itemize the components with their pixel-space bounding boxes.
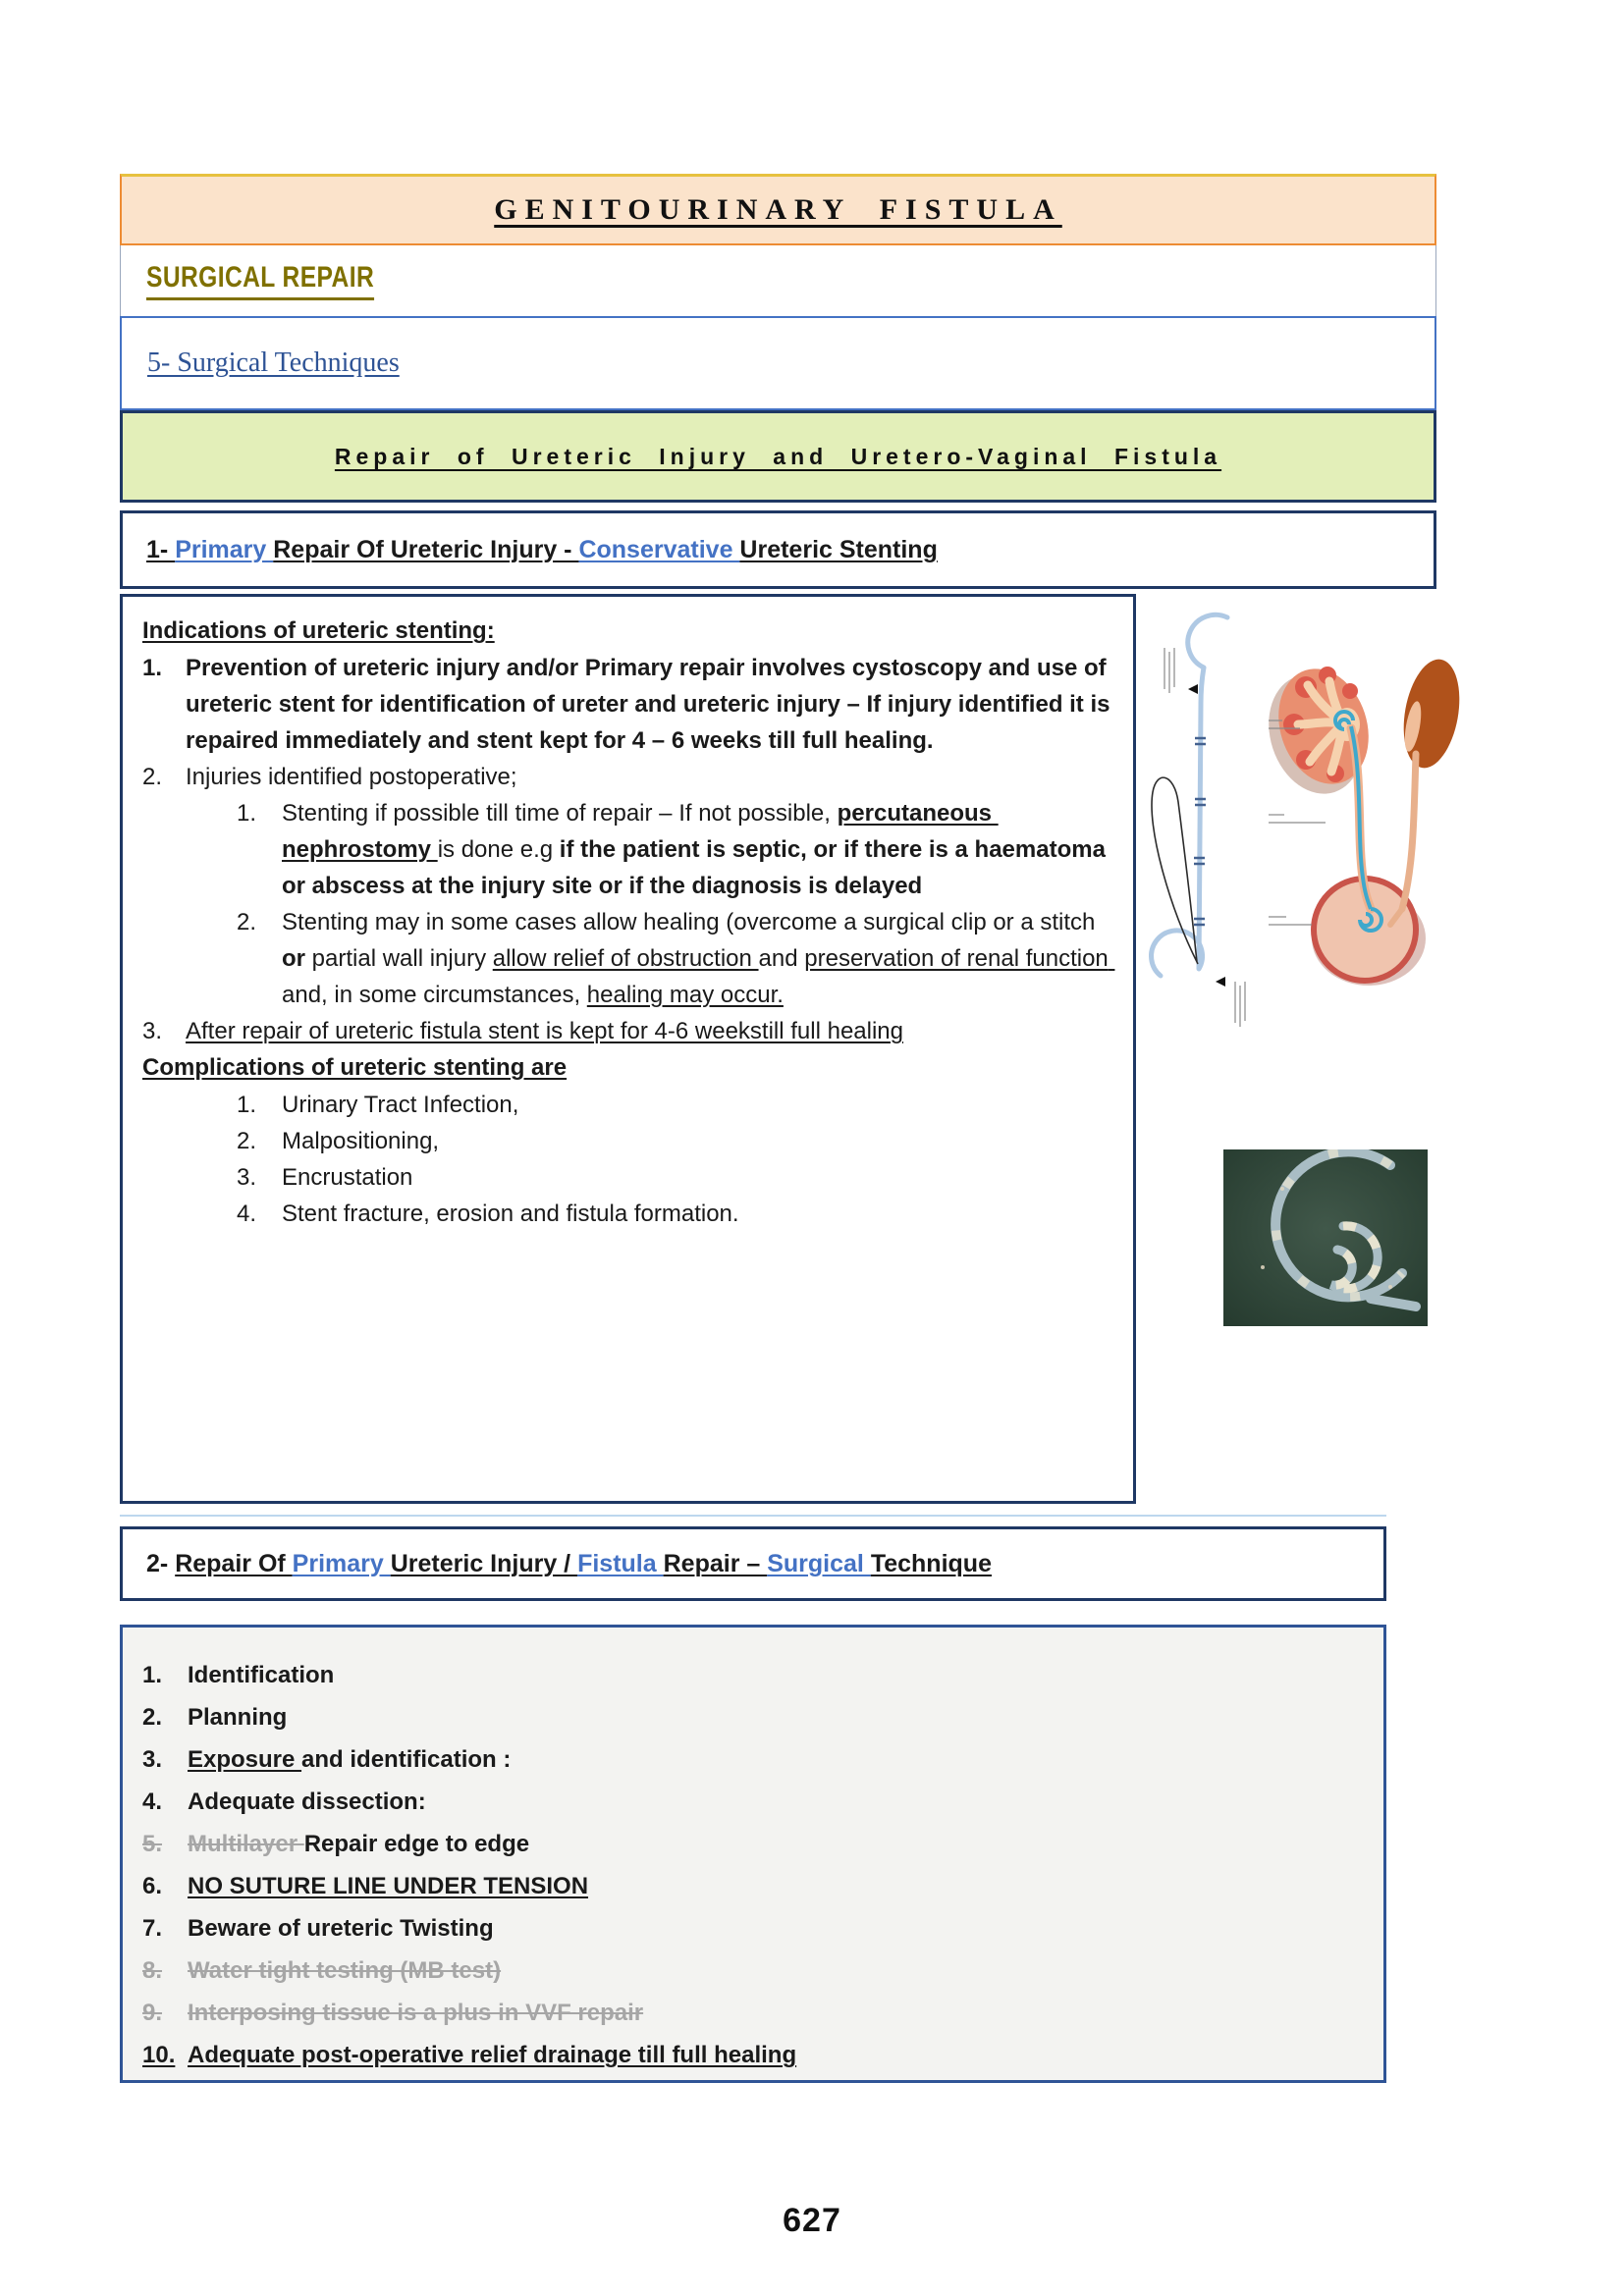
text-run: Surgical (767, 1549, 871, 1577)
encrusted-ureteric-stent-photo (1223, 1149, 1428, 1326)
list-item (237, 904, 1113, 1013)
list-item-text (282, 1159, 1113, 1196)
text-run: and (758, 945, 805, 972)
text-run: Repair edge to edge (303, 1831, 530, 1857)
list-item (142, 1912, 1364, 1946)
list-item (142, 1954, 1364, 1988)
list-item-number: 6. (142, 1873, 163, 1899)
text-run: Prevention of ureteric injury and/or Primary repair involves cystoscopy and use of ureteric stent for identification of ureter and ureteric injury – If injury identified it is repaired immediately and stent kept for 4 – 6 weeks till full healing. (186, 655, 1117, 754)
list-item (237, 1196, 1113, 1232)
technique-steps-list (142, 1659, 1364, 2072)
technique-steps-box (120, 1625, 1386, 2083)
list-item (142, 1828, 1364, 1861)
text-run: and, in some circumstances, (282, 982, 587, 1008)
text-run: Multilayer (188, 1831, 304, 1857)
list-item-text (186, 1013, 1113, 1049)
list-item (142, 2039, 1364, 2072)
heading-fistula-repair-technique (120, 1526, 1386, 1601)
list-item-text (188, 1997, 1364, 2030)
text-run: is done e.g (437, 836, 560, 863)
text-run: Stenting if possible till time of repair – If not possible, (282, 800, 838, 827)
text-run: preservation of renal function (804, 945, 1115, 972)
list-item-number: 1. (142, 655, 163, 681)
text-run: Fistula (577, 1549, 664, 1577)
text-run: or (282, 945, 305, 972)
list-item (142, 1659, 1364, 1692)
list-item-text (188, 1828, 1364, 1861)
list-item (142, 1013, 1113, 1049)
text-run: Beware of ureteric Twisting (188, 1915, 494, 1942)
page-title: GENITOURINARY FISTULA (494, 193, 1062, 226)
list-item (142, 650, 1117, 759)
list-item-text (188, 1912, 1364, 1946)
divider-line (120, 1515, 1386, 1517)
list-item-number: 8. (142, 1957, 163, 1984)
list-item (237, 1159, 1113, 1196)
text-run: Ureteric Stenting (739, 535, 938, 563)
kidney-ureter-bladder-stent-illustration (1267, 630, 1473, 986)
heading1-text (146, 536, 938, 564)
text-run: Stenting may in some cases allow healing (overcome a surgical clip or a stitch (282, 909, 1103, 935)
text-run: Primary (292, 1549, 391, 1577)
text-run: Technique (870, 1549, 992, 1577)
subsection-surgical-techniques (120, 316, 1436, 410)
list-item-number: 2. (142, 1704, 163, 1731)
title-banner (120, 174, 1436, 245)
text-run: 2- (146, 1549, 176, 1577)
text-run: NO SUTURE LINE UNDER TENSION (188, 1873, 589, 1899)
list-item-text (188, 1743, 1364, 1777)
heading-primary-repair (120, 510, 1436, 589)
text-run: Injuries identified postoperative; (186, 764, 517, 790)
list-item-number: 7. (142, 1915, 163, 1942)
list-item-number: 2. (237, 1128, 257, 1154)
list-item-text (188, 1786, 1364, 1819)
list-item-text (188, 1701, 1364, 1735)
double-j-stent-diagram (1139, 591, 1276, 1060)
list-item-text (188, 1954, 1364, 1988)
list-item-text (282, 1123, 1113, 1159)
text-run: After repair of ureteric fistula stent is kept for 4-6 weekstill full healing (186, 1018, 903, 1044)
heading2-text (146, 1550, 992, 1578)
list-item-text (188, 1659, 1364, 1692)
page-number: 627 (783, 2202, 841, 2239)
text-run: and identification : (301, 1746, 512, 1773)
list-item (142, 759, 1113, 795)
text-run: Conservative (578, 535, 740, 563)
text-run: if the patient is septic, or if there is a haematoma or abscess at the injury site or if the diagnosis is delayed (282, 836, 1112, 899)
list-item (142, 1743, 1364, 1777)
list-item-number: 3. (142, 1746, 163, 1773)
text-run: Adequate dissection: (188, 1789, 426, 1815)
list-item (237, 1123, 1113, 1159)
list-item-text (186, 650, 1117, 759)
complications-heading: Complications of ureteric stenting are (142, 1054, 568, 1081)
text-run: Encrustation (282, 1164, 413, 1191)
list-item-number: 2. (142, 764, 163, 790)
text-run: Malpositioning, (282, 1128, 440, 1154)
text-run: Interposing tissue is a plus in VVF repair (188, 2000, 644, 2026)
list-item-text (282, 795, 1113, 904)
text-run: Repair – (663, 1549, 768, 1577)
list-item-number: 4. (142, 1789, 163, 1815)
list-item-text (186, 759, 1113, 795)
text-run: Urinary Tract Infection, (282, 1092, 519, 1118)
list-item-number: 9. (142, 2000, 163, 2026)
text-run: percutaneous nephrostomy (282, 800, 999, 863)
indications-heading: Indications of ureteric stenting: (142, 617, 495, 644)
list-item-text (282, 904, 1113, 1013)
text-run: Identification (188, 1662, 335, 1688)
banner-title: Repair of Ureteric Injury and Uretero-Vaginal Fistula (334, 443, 1222, 469)
text-run: Planning (188, 1704, 288, 1731)
text-run: 1- (146, 535, 176, 563)
text-run: Repair Of (175, 1549, 293, 1577)
text-run: healing may occur. (586, 982, 784, 1008)
text-run: Exposure (188, 1746, 302, 1773)
list-item (237, 1087, 1113, 1123)
list-item-number: 1. (237, 800, 257, 827)
indications-list (142, 650, 1117, 1049)
list-item (142, 1786, 1364, 1819)
text-run: Stent fracture, erosion and fistula formation. (282, 1201, 739, 1227)
section-surgical-repair (120, 245, 1436, 316)
list-item-number: 1. (237, 1092, 257, 1118)
text-run: Primary (175, 535, 274, 563)
text-run: allow relief of obstruction (492, 945, 759, 972)
text-run: Water tight testing (MB test) (188, 1957, 502, 1984)
text-run: Repair Of Ureteric Injury - (273, 535, 579, 563)
stenting-content-box (120, 594, 1136, 1504)
list-item-text (188, 2039, 1364, 2072)
list-item-number: 2. (237, 909, 257, 935)
list-item-number: 3. (142, 1018, 163, 1044)
list-item-number: 4. (237, 1201, 257, 1227)
list-item-number: 5. (142, 1831, 163, 1857)
list-item (237, 795, 1113, 904)
text-run: Ureteric Injury / (390, 1549, 578, 1577)
complications-list (142, 1087, 1113, 1232)
text-run: partial wall injury (305, 945, 493, 972)
section-label: SURGICAL REPAIR (146, 261, 374, 300)
list-item-text (282, 1087, 1113, 1123)
list-item-number: 10. (142, 2042, 176, 2068)
list-item-text (188, 1870, 1364, 1903)
list-item-number: 3. (237, 1164, 257, 1191)
list-item (142, 1870, 1364, 1903)
list-item (142, 1701, 1364, 1735)
list-item-text (282, 1196, 1113, 1232)
subsection-label: 5- Surgical Techniques (147, 347, 400, 378)
text-run: Adequate post-operative relief drainage till full healing (188, 2042, 797, 2068)
list-item-number: 1. (142, 1662, 163, 1688)
list-item (142, 1997, 1364, 2030)
green-banner (120, 410, 1436, 503)
